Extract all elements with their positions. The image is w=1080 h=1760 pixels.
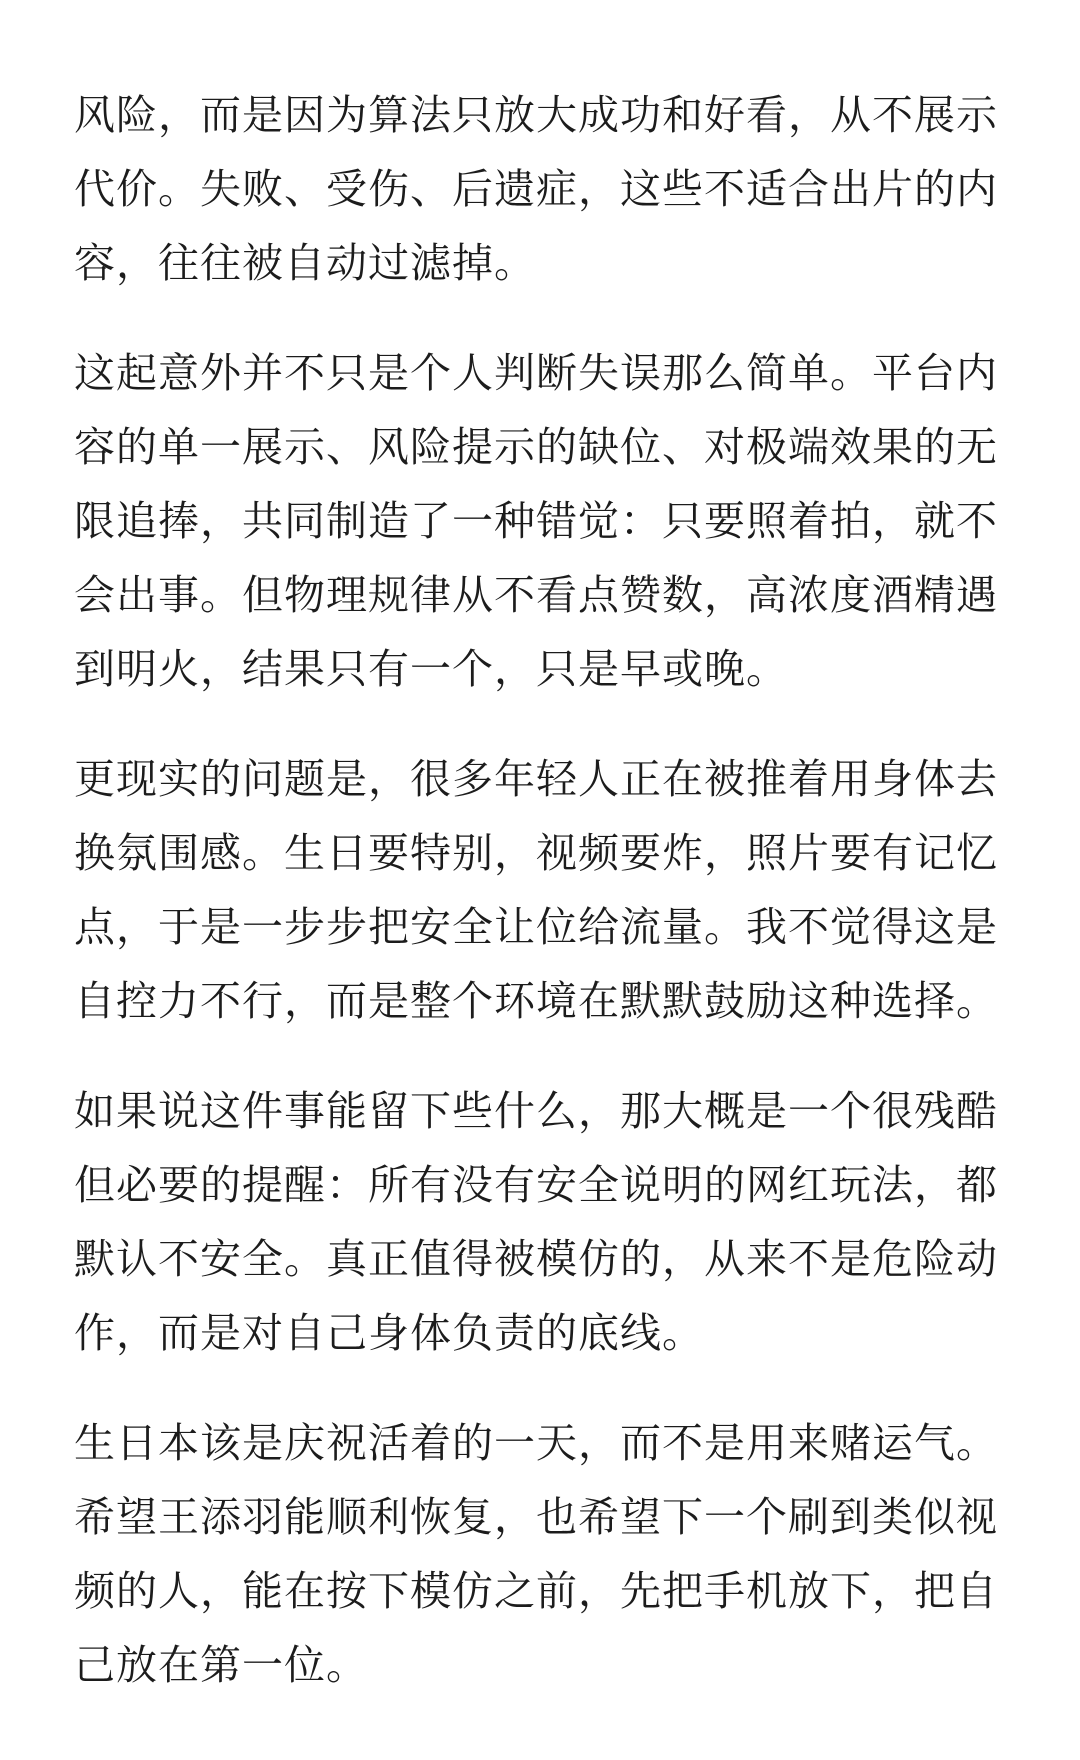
text-line: 生日本该是庆祝活着的一天，而不是用来赌运气。 (74, 1419, 998, 1467)
text-line: 默认不安全。真正值得被模仿的，从来不是危险动 (74, 1235, 998, 1283)
text-line: 如果说这件事能留下些什么，那大概是一个很残酷 (74, 1087, 998, 1135)
paragraph (74, 78, 1006, 300)
text-line: 频的人，能在按下模仿之前，先把手机放下，把自 (74, 1567, 998, 1615)
text-line: 风险，而是因为算法只放大成功和好看，从不展示 (74, 91, 998, 139)
text-line: 作，而是对自己身体负责的底线。 (74, 1309, 704, 1357)
paragraph (74, 1074, 1006, 1370)
text-line: 到明火，结果只有一个，只是早或晚。 (74, 645, 788, 693)
paragraph (74, 336, 1006, 706)
text-line: 更现实的问题是，很多年轻人正在被推着用身体去 (74, 755, 998, 803)
text-line: 会出事。但物理规律从不看点赞数，高浓度酒精遇 (74, 571, 998, 619)
text-line: 代价。失败、受伤、后遗症，这些不适合出片的内 (74, 165, 998, 213)
text-line: 这起意外并不只是个人判断失误那么简单。平台内 (74, 349, 998, 397)
text-line: 换氛围感。生日要特别，视频要炸，照片要有记忆 (74, 829, 998, 877)
paragraph (74, 1406, 1006, 1702)
article-body (74, 78, 1006, 1738)
text-line: 容的单一展示、风险提示的缺位、对极端效果的无 (74, 423, 998, 471)
text-line: 点，于是一步步把安全让位给流量。我不觉得这是 (74, 903, 998, 951)
text-line: 限追捧，共同制造了一种错觉：只要照着拍，就不 (74, 497, 998, 545)
text-line: 己放在第一位。 (74, 1641, 368, 1689)
paragraph (74, 742, 1006, 1038)
text-line: 容，往往被自动过滤掉。 (74, 239, 536, 287)
text-line: 希望王添羽能顺利恢复，也希望下一个刷到类似视 (74, 1493, 998, 1541)
text-line: 自控力不行，而是整个环境在默默鼓励这种选择。 (74, 977, 998, 1025)
text-line: 但必要的提醒：所有没有安全说明的网红玩法，都 (74, 1161, 998, 1209)
